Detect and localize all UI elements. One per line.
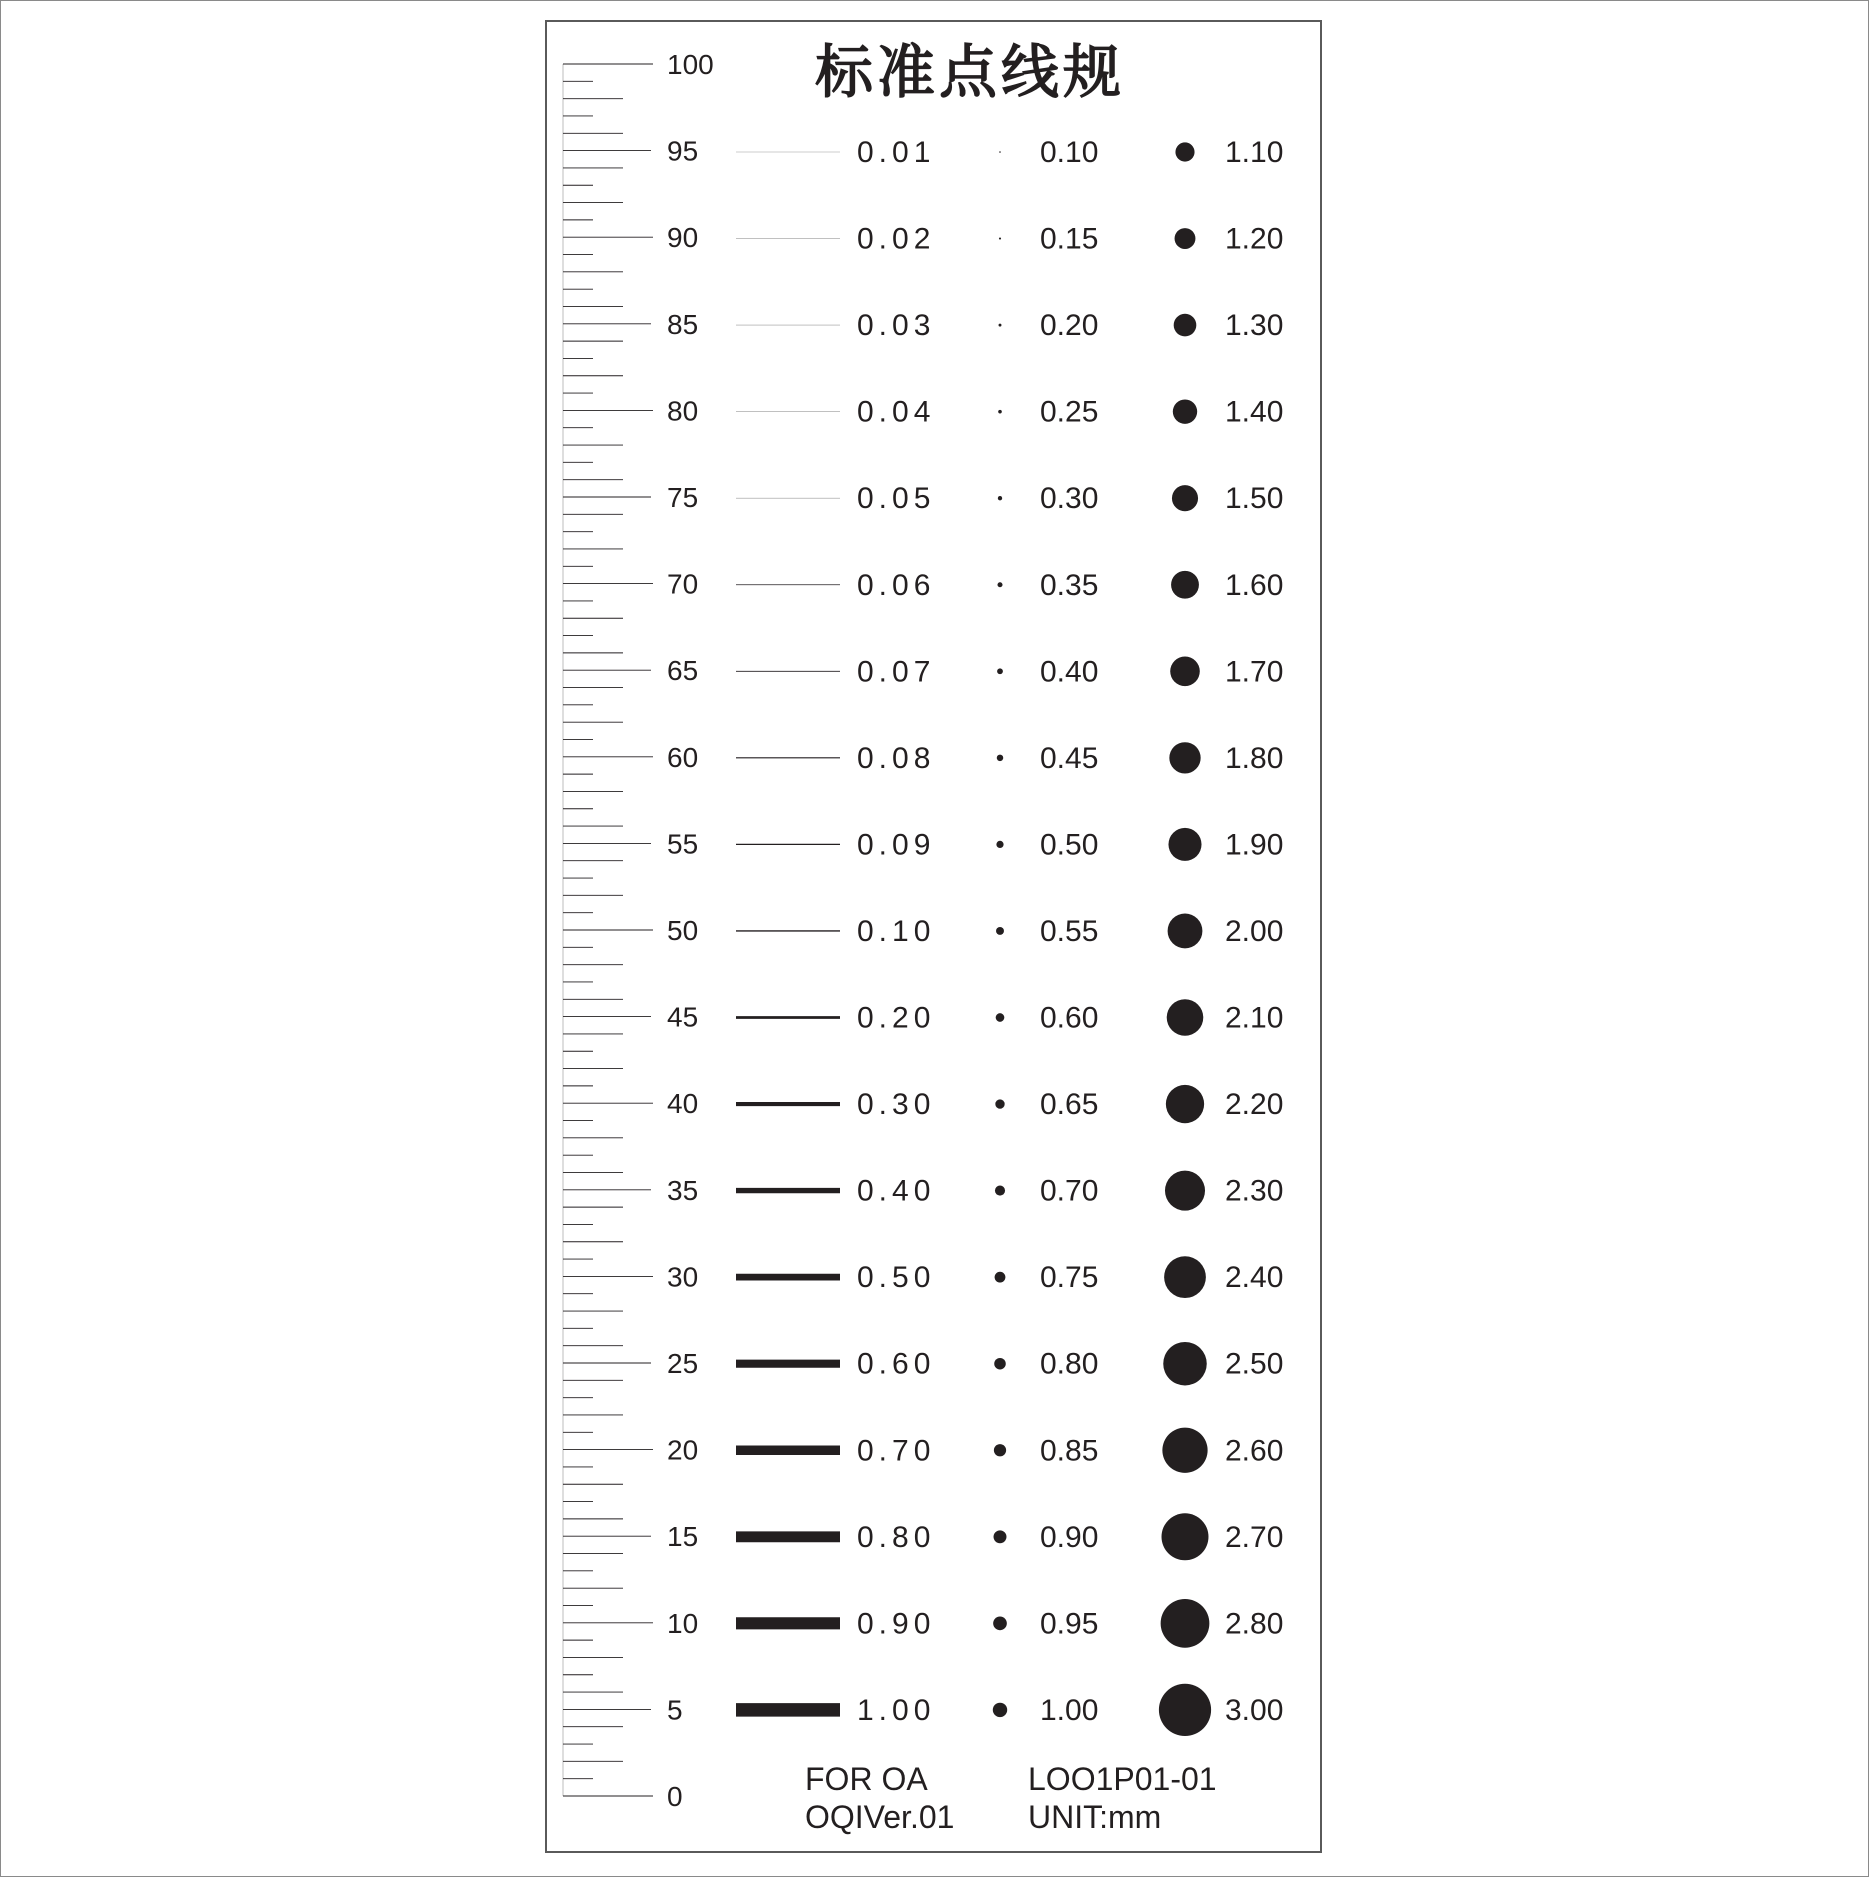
ruler-label: 85 xyxy=(667,308,699,340)
small-dot-samples xyxy=(993,136,1099,1727)
large-dot-label: 1.40 xyxy=(1225,395,1284,429)
line-sample-label: 0.30 xyxy=(857,1088,936,1122)
small-dot-label: 0.90 xyxy=(1040,1520,1099,1554)
line-sample-label: 0.70 xyxy=(857,1434,936,1468)
line-sample-label: 0.07 xyxy=(857,655,936,689)
line-sample-label: 0.90 xyxy=(857,1607,936,1641)
small-dot-label: 0.50 xyxy=(1040,828,1099,862)
small-dot-sample xyxy=(997,668,1003,674)
large-dot-label: 2.80 xyxy=(1225,1607,1284,1641)
line-sample-label: 0.10 xyxy=(857,914,936,948)
large-dot-label: 2.10 xyxy=(1225,1001,1284,1035)
ruler-label: 30 xyxy=(667,1261,699,1293)
large-dot-sample xyxy=(1170,657,1200,687)
ruler-label: 15 xyxy=(667,1521,699,1553)
small-dot-label: 0.15 xyxy=(1040,222,1099,256)
small-dot-sample xyxy=(996,1013,1005,1022)
large-dot-sample xyxy=(1169,742,1200,773)
ruler-label: 25 xyxy=(667,1348,699,1379)
large-dot-sample xyxy=(1165,1171,1205,1211)
small-dot-sample xyxy=(994,1530,1007,1543)
large-dot-sample xyxy=(1168,914,1203,949)
small-dot-label: 0.85 xyxy=(1040,1434,1099,1468)
large-dot-label: 2.30 xyxy=(1225,1174,1284,1208)
large-dot-sample xyxy=(1175,228,1196,249)
small-dot-label: 1.00 xyxy=(1040,1693,1099,1727)
large-dot-label: 2.60 xyxy=(1225,1434,1284,1468)
small-dot-label: 0.95 xyxy=(1040,1607,1099,1641)
footer-left-line1: FOR OA xyxy=(805,1761,928,1797)
ruler-label: 90 xyxy=(667,222,699,254)
gauge-title: 标准点线规 xyxy=(814,40,1126,105)
large-dot-sample xyxy=(1161,1599,1210,1648)
ruler-label: 80 xyxy=(667,395,699,427)
large-dot-label: 2.70 xyxy=(1225,1520,1284,1554)
large-dot-sample xyxy=(1168,828,1201,861)
small-dot-label: 0.70 xyxy=(1040,1174,1099,1208)
large-dot-label: 1.70 xyxy=(1225,655,1284,689)
line-sample-label: 0.01 xyxy=(857,136,936,169)
small-dot-sample xyxy=(993,1617,1007,1631)
small-dot-label: 0.60 xyxy=(1040,1001,1099,1035)
line-sample-label: 0.40 xyxy=(857,1174,936,1208)
large-dot-sample xyxy=(1174,314,1197,337)
line-sample-label: 0.80 xyxy=(857,1520,936,1554)
mm-ruler-scale xyxy=(563,64,653,1796)
large-dot-sample xyxy=(1175,142,1194,161)
ruler-label: 35 xyxy=(667,1174,699,1206)
small-dot-label: 0.30 xyxy=(1040,482,1099,516)
line-sample-label: 0.03 xyxy=(857,309,936,343)
line-sample-label: 0.06 xyxy=(857,568,936,602)
large-dot-sample xyxy=(1162,1428,1207,1473)
large-dot-label: 1.10 xyxy=(1225,136,1284,169)
small-dot-sample xyxy=(999,151,1001,153)
gauge-footer xyxy=(805,1761,1217,1835)
large-dot-sample xyxy=(1171,571,1199,599)
small-dot-sample xyxy=(995,1099,1004,1108)
large-dot-label: 1.50 xyxy=(1225,482,1284,516)
small-dot-sample xyxy=(995,1272,1006,1283)
large-dot-label: 2.40 xyxy=(1225,1261,1284,1295)
large-dot-samples xyxy=(1159,136,1283,1736)
small-dot-label: 0.20 xyxy=(1040,309,1099,343)
ruler-label: 65 xyxy=(667,655,699,687)
large-dot-label: 2.50 xyxy=(1225,1347,1284,1381)
large-dot-sample xyxy=(1163,1342,1207,1386)
ruler-label: 5 xyxy=(667,1694,683,1726)
small-dot-label: 0.10 xyxy=(1040,136,1099,169)
line-sample-label: 0.08 xyxy=(857,741,936,775)
large-dot-label: 2.20 xyxy=(1225,1088,1284,1122)
line-sample-label: 0.50 xyxy=(857,1261,936,1295)
small-dot-sample xyxy=(998,496,1002,500)
large-dot-label: 3.00 xyxy=(1225,1693,1284,1727)
large-dot-label: 1.20 xyxy=(1225,222,1284,256)
large-dot-label: 2.00 xyxy=(1225,914,1284,948)
large-dot-sample xyxy=(1167,999,1204,1036)
ruler-label: 10 xyxy=(667,1607,699,1639)
small-dot-label: 0.25 xyxy=(1040,395,1099,429)
small-dot-sample xyxy=(994,1444,1006,1456)
small-dot-sample xyxy=(997,755,1003,761)
small-dot-label: 0.80 xyxy=(1040,1347,1099,1381)
small-dot-sample xyxy=(997,582,1002,587)
ruler-label: 95 xyxy=(667,135,699,167)
line-width-samples xyxy=(736,136,935,1727)
ruler-label: 0 xyxy=(667,1781,683,1812)
footer-right-line1: LOO1P01-01 xyxy=(1028,1761,1217,1797)
footer-right-line2: UNIT:mm xyxy=(1028,1799,1162,1835)
small-dot-sample xyxy=(995,1186,1005,1196)
small-dot-label: 0.55 xyxy=(1040,914,1099,948)
line-sample-label: 1.00 xyxy=(857,1693,936,1727)
ruler-label: 100 xyxy=(667,49,714,80)
small-dot-sample xyxy=(996,927,1004,935)
small-dot-label: 0.75 xyxy=(1040,1261,1099,1295)
large-dot-sample xyxy=(1159,1684,1211,1736)
large-dot-sample xyxy=(1173,399,1197,423)
small-dot-sample xyxy=(999,237,1001,239)
line-sample-label: 0.05 xyxy=(857,482,936,516)
ruler-label: 75 xyxy=(667,482,699,513)
small-dot-sample xyxy=(994,1358,1006,1370)
large-dot-label: 1.30 xyxy=(1225,309,1284,343)
ruler-label: 55 xyxy=(667,828,699,860)
ruler-label: 50 xyxy=(667,915,699,946)
large-dot-label: 1.90 xyxy=(1225,828,1284,862)
small-dot-sample xyxy=(996,841,1003,848)
line-sample-label: 0.60 xyxy=(857,1347,936,1381)
mm-ruler-labels xyxy=(667,49,714,1812)
footer-left-line2: OQIVer.01 xyxy=(805,1799,955,1835)
large-dot-sample xyxy=(1172,485,1198,511)
small-dot-sample xyxy=(999,324,1002,327)
small-dot-sample xyxy=(998,410,1002,414)
small-dot-label: 0.45 xyxy=(1040,741,1099,775)
ruler-label: 40 xyxy=(667,1088,699,1120)
ruler-label: 20 xyxy=(667,1434,699,1466)
large-dot-label: 1.60 xyxy=(1225,568,1284,602)
large-dot-label: 1.80 xyxy=(1225,741,1284,775)
line-sample-label: 0.20 xyxy=(857,1001,936,1035)
large-dot-sample xyxy=(1162,1513,1209,1560)
small-dot-label: 0.35 xyxy=(1040,568,1099,602)
large-dot-sample xyxy=(1164,1256,1206,1298)
small-dot-sample xyxy=(993,1703,1007,1717)
line-sample-label: 0.02 xyxy=(857,222,936,256)
ruler-label: 45 xyxy=(667,1001,699,1033)
ruler-label: 60 xyxy=(667,741,699,773)
line-sample-label: 0.04 xyxy=(857,395,936,429)
small-dot-label: 0.65 xyxy=(1040,1088,1099,1122)
small-dot-label: 0.40 xyxy=(1040,655,1099,689)
ruler-label: 70 xyxy=(667,568,699,600)
line-sample-label: 0.09 xyxy=(857,828,936,862)
large-dot-sample xyxy=(1166,1085,1204,1123)
